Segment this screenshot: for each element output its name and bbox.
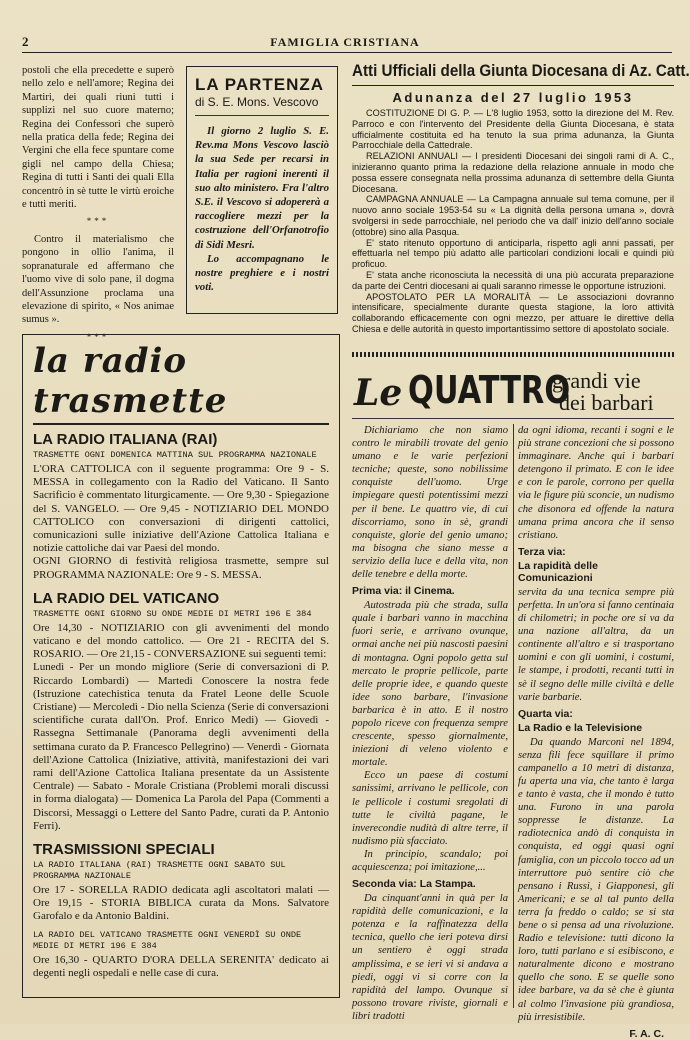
rai-title: LA RADIO ITALIANA (RAI) (33, 431, 218, 448)
atti-paragraph: E' stata anche riconosciuta la necessità di una più accurata preparazione da parte dei Centri diocesani ai quali saranno rimesse le opportune istruzioni. (352, 269, 674, 291)
first-way-text: Autostrada più che strada, sulla quale i barbari vanno in macchina fuori serie, e arrivano ovunque, ormai anche nei più nascosti paesini di montagna. Ogni popolo getta sul mercato le proprie pellicole, parte delle proprie idee, e quando queste idee sono barbare, l'invasione barbarica è in atto. E il nostro popolo riceve con frequenza sempre crescente, spesso giornalmente, iniezioni di veleno violento e mortale. (352, 600, 508, 769)
decorative-rule (352, 352, 674, 357)
radio-rule (33, 423, 329, 425)
quattro-column-1 (352, 424, 508, 1022)
partenza-title: LA PARTENZA (195, 75, 325, 94)
partenza-subtitle: di S. E. Mons. Vescovo (195, 95, 319, 109)
atti-section (352, 62, 690, 335)
quattro-column-2 (518, 424, 674, 1040)
rai-caption: TRASMETTE OGNI DOMENICA MATTINA SUL PROGRAMMA NAZIONALE (33, 450, 317, 460)
signature: F. A. C. (629, 1027, 664, 1040)
column-divider (513, 424, 514, 1008)
fourth-way-text: Da quando Marconi nel 1894, senza fili fece squillare il primo campanello a 10 metri di distanza, fu aperta una via, che tanto è larga e tanto è vasta, che il mondo è tutto una. Furono in una parola soppresse le distanze. La radiotecnica andò di conquista in conquista, ed oggi quasi ogni famiglia, con un piccolo tocco ad un interruttore può sentire ciò che pensano i Russi, i Giapponesi, gli Americani; e se al tal punto della terra fa freddo o caldo; se si sta bene o si pensa ad una rivoluzione. Radio e televisione: tutti dicono la loro, tutti parlano e si esibiscono, e naturalmente dicono e mostrano quello che sono. E se quelle sono idee barbare, va da sè che è giunta al colmo l'invasione più grandiosa, più irresistibile. (518, 736, 674, 1023)
atti-body (352, 108, 674, 335)
quattro-word: QUATTRO (408, 368, 571, 412)
fourth-way-heading: Quarta via: (518, 707, 573, 720)
quattro-heading (352, 366, 674, 418)
page-number: 2 (22, 34, 29, 49)
second-way-heading: Seconda via: La Stampa. (352, 878, 476, 891)
quattro-intro: Dichiariamo che non siamo contro le mirabili trovate del genio umano e le varie perfezioni tecniche; queste, sono nobilissime conquiste dell'uomo. Urge impiegare questi potentissimi mezzi per il bene. Le quattro vie, di cui discorriamo, sono in sè, grandi conquiste, glorie del genio umano; ma bisogna che siano messe a servizio della luce e della vita, non delle tenebre e della morte. (352, 425, 508, 581)
atti-paragraph: RELAZIONI ANNUALI — I presidenti Diocesani dei singoli rami di A. C., inizieranno quanto prima la redazione della relazione annuale in modo che possa essere consegnata nella prossima adunanza di settembre della Giunta Diocesana. (352, 151, 674, 194)
special-body: Ore 17 - SORELLA RADIO dedicata agli ascoltatori malati — Ore 19,15 - STORIA BIBLICA curata da Mons. Salvatore Garofalo e da Antonio Baldini. (33, 884, 329, 923)
magazine-title: FAMIGLIA CRISTIANA (270, 35, 420, 49)
first-way-heading: Prima via: il Cinema. (352, 585, 455, 598)
special-body-2: Ore 16,30 - QUARTO D'ORA DELLA SERENITA' dedicato ai degenti negli ospedali e nelle case di cura. (33, 953, 329, 979)
fourth-way-subheading: La Radio e la Televisione (518, 721, 643, 734)
radio-box (22, 334, 340, 998)
left-top-column (22, 64, 174, 348)
second-way-text-cont: da ogni idioma, recanti i sogni e le più strane concezioni che si possono immaginare. Anche qui i barbari detengono il primato. E con le idee e con le parole, corrono per quella via le figure più sconcie, un nudismo che disonora ed offende la natura umana prima ancora che il senso cristiano. (518, 425, 674, 541)
rai-body-2: OGNI GIORNO di festività religiosa trasmette, sempre sul PROGRAMMA NAZIONALE: Ore 9 - S. MESSA. (33, 555, 329, 581)
vatican-title: LA RADIO DEL VATICANO (33, 589, 220, 607)
left-top-text-2: Contro il materialismo che pongono in ollio l'anima, il sopranaturale ed affermano che l'uomo vive di solo pane, il dogma dell'Assunzione proclama una elevazione di spirito, « Nos animae sumus ». (22, 233, 174, 326)
first-way-text-2: Ecco un paese di costumi sanissimi, arrivano le pellicole, con le pellicole i costumi sregolati di tutte le civiltà pagane, le inverecondie nudità di altre terre, il nudismo più sfacciato. (352, 770, 508, 847)
rai-body: L'ORA CATTOLICA con il seguente programma: Ore 9 - S. MESSA in collegamento con la Radio del Vaticano. Il Santo Sacrificio è commentato liturgicamente. — Ore 9,30 - Spiegazione del S. VANGELO. — Ore 9,45 - NOTIZIARIO DEL MONDO CATTOLICO con conversazioni di dirigenti cattolici, comunicazioni sulle iniziative dell'Azione Cattolica Italiana e notizie cattoliche dai var Paesi del mondo. (33, 463, 329, 555)
third-way-subheading: La rapidità delle Comunicazioni (518, 559, 598, 584)
second-way-text: Da cinquant'anni in quà per la rapidità delle comunicazioni, e la potenza e la raffinatezza della tecnica, quello che ieri poteva dirsi un sentiero è oggi strada amplissima, e se ieri vi si andava a piedi, oggi vi si corre con la rapidità del lampo. Ovunque si possono trovare riviste, giornali e libri tradotti (352, 893, 508, 1022)
quattro-le: Le (354, 372, 403, 414)
special-title: TRASMISSIONI SPECIALI (33, 841, 215, 859)
partenza-rule (195, 115, 329, 116)
vatican-body-2: Lunedì - Per un mondo migliore (Serie di conversazioni di P. Riccardo Lombardi) — Martedì Conoscere la nostra fede (Istruzione catechistica tenuta da Fratel Leone delle Scuole Cristiane) — Mercoledì - Dio nella Scienza (Serie di conversazioni scientifiche curata dall'On. Prof. Enrico Medi) — Giovedì - Rassegna Settimanale (Panorama degli avvenimenti della settimana curato da P. Francesco Pellegrino) — Venerdì - Giornata dell'Azione Cattolica (Iniziative, attività, manifestazioni dei vari rami dell'Azione Cattolica Italiana presentate da un Assistente Centrale) — Sabato - Morale Cristiana (Problemi morali discussi in forma dialogata) — Domenica La Parola del Papa (Commenti a Discorsi, Messaggi o Lettere del Santo Padre, curati da P. Antonio Ferri). (33, 661, 329, 832)
vatican-body: Ore 14,30 - NOTIZIARIO con gli avvenimenti del mondo vaticano e del mondo cattolico. — Ore 21 - RECITA del S. ROSARIO. — Ore 21,15 - CONVERSAZIONE sui seguenti temi: (33, 621, 329, 661)
quattro-barbari: dei barbari (559, 390, 654, 415)
special-caption-2: LA RADIO DEL VATICANO TRASMETTE OGNI VENERDÌ SU ONDE MEDIE DI METRI 196 E 384 (33, 929, 302, 951)
quattro-grandi: grandi vie (552, 368, 641, 393)
radio-heading: la radio trasmette (33, 341, 228, 421)
left-top-text: postoli che ella precedette e superò nello zelo e nell'amore; Regina dei Martiri, dei quali riuni tutti i supplizi nel suo cuore materno; Regina dei Confessori che superò nella pratica della fede; Regina dei Vergini che ella fece spuntare come gigli nel campo della Chiesa; Regina di tutti i Santi dei quali Ella concentrò in sè tutte le virtù eroiche e tutti meriti. (22, 65, 174, 211)
partenza-box (186, 66, 338, 314)
header-rule (22, 52, 672, 53)
third-way-text: servita da una tecnica sempre più perfetta. In un'ora si fanno centinaia di chilometri; in poche ore si va da una nazione all'altra, da un continente all'altro e si trasportano uomini e con gli uomini, i costumi, le stampe, i prodotti, recanti tutti in sè il segno delle mille civiltà e delle varie barbarie. (518, 586, 674, 703)
stars-divider-2: *** (86, 331, 110, 342)
first-way-text-3: In principio, scandalo; poi acquiescenza; poi imitazione,... (352, 848, 508, 873)
atti-paragraph: CAMPAGNA ANNUALE — La Campagna annuale sul tema comune, per il nuovo anno sociale 1953-54 su « La dignità della persona umana », dovrà svolgersi in sede parrocchiale, nel periodo che va dall' inizio dell'anno sociale (ottobre) sino alla Pasqua. (352, 194, 674, 237)
third-way-heading: Terza via: (518, 545, 566, 558)
atti-paragraph: E' stato ritenuto opportuno di anticiparla, rispetto agli anni passati, per effettuarla nel tempo più adatto alle particolari condizioni locali e quindi più proficuo. (352, 237, 674, 270)
partenza-body-2: Lo accompagnano le nostre preghiere e i nostri voti. (195, 252, 329, 294)
atti-paragraph: APOSTOLATO PER LA MORALITÀ — Le associazioni dovranno intensificare, specialmente durante questa stagione, la loro attività collaborando efficacemente con ogni mezzo, per attuare le direttive della Chiesa e delle autorità in questo importantissimo settore di apostolato sociale. (352, 291, 674, 334)
stars-divider: *** (86, 216, 110, 227)
atti-paragraph: COSTITUZIONE DI G. P. — L'8 luglio 1953, sotto la direzione del M. Rev. Parroco e con l'intervento del Presidente della Giunta Diocesana, è stata ufficialmente costituita ed ha tenuto la sua prima adunanza, la Giunta Parrocchiale della Cattedrale. (352, 108, 674, 151)
partenza-body: Il giorno 2 luglio S. E. Rev.ma Mons Vescovo lasciò la sua Sede per recarsi in Italia per ragioni inerenti il suo alto ministero. Fra l'altro S.E. il Vescovo si adopererà a raccogliere mezzi per la costruzione dell'Orfanotrofio di Sidi Mesri. (195, 125, 329, 251)
quattro-rule (352, 418, 674, 419)
atti-title: Atti Ufficiali della Giunta Diocesana di Az. Catt. (352, 62, 690, 80)
vatican-caption: TRASMETTE OGNI GIORNO SU ONDE MEDIE DI METRI 196 E 384 (33, 608, 312, 619)
atti-rule (352, 85, 674, 86)
atti-subtitle: Adunanza del 27 luglio 1953 (392, 90, 634, 105)
special-caption: LA RADIO ITALIANA (RAI) TRASMETTE OGNI SABATO SUL PROGRAMMA NAZIONALE (33, 860, 286, 882)
